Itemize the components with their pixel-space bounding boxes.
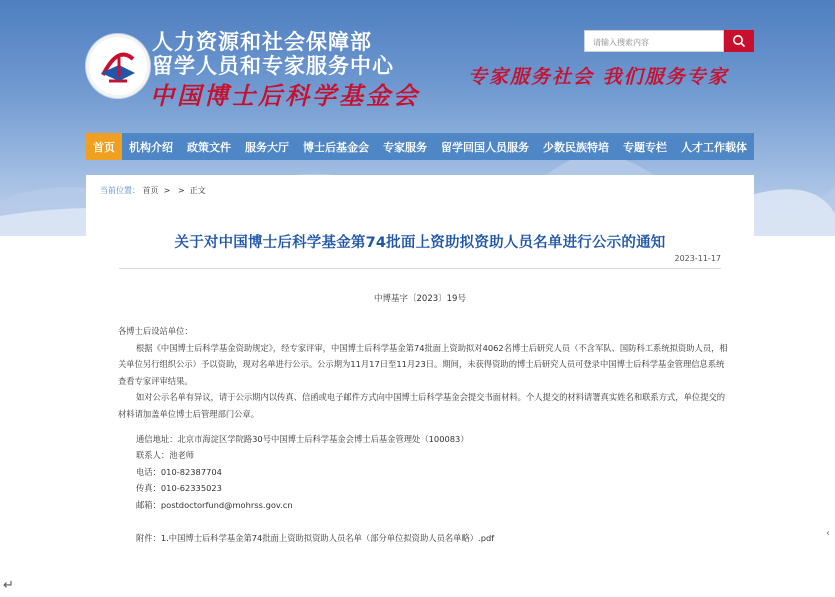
contact-phone: 电话：010-82387704 xyxy=(136,466,222,477)
breadcrumb-label: 当前位置： xyxy=(100,186,140,195)
nav-item-returnee-service[interactable]: 留学回国人员服务 xyxy=(441,140,529,154)
contact-email: 邮箱：postdoctorfund@mohrss.gov.cn xyxy=(136,499,293,510)
nav-item-service-hall[interactable]: 服务大厅 xyxy=(245,140,289,154)
contact-fax: 传真：010-62335023 xyxy=(136,483,222,494)
nav-item-policy[interactable]: 政策文件 xyxy=(187,140,231,154)
article-body xyxy=(118,323,728,546)
paragraph-return-icon: ↵ xyxy=(3,578,14,593)
slogan: 专家服务社会 我们服务专家 xyxy=(468,66,729,88)
paragraph: 根据《中国博士后科学基金资助规定》，经专家评审，中国博士后科学基金第74批面上资助拟对4062名博士后研究人员（不含军队、国防科工系统拟资助人员，相关单位另行组织公示）予以资助，现对名单进行公示。公示期为11月17日至11月23日。期间，未获得资助的博士后研究人员可登录中国博士后科学基金管理信息系统查看专家评审结果。 xyxy=(118,342,728,386)
logo-icon[interactable] xyxy=(86,34,150,98)
document-number: 中博基字〔2023〕19号 xyxy=(374,294,466,304)
org-name-line2: 留学人员和专家服务中心 xyxy=(152,54,394,78)
article-title: 关于对中国博士后科学基金第74批面上资助拟资助人员名单进行公示的通知 xyxy=(174,235,666,251)
nav-item-expert-service[interactable]: 专家服务 xyxy=(383,140,427,154)
foundation-name: 中国博士后科学基金会 xyxy=(150,81,420,110)
search-input[interactable]: 请输入搜索内容 xyxy=(584,30,724,52)
breadcrumb-home[interactable]: 首页 xyxy=(142,186,159,195)
contact-address: 通信地址：北京市海淀区学院路30号中国博士后科学基金会博士后基金管理处（100083） xyxy=(136,433,469,444)
search-icon xyxy=(732,34,746,48)
article-date: 2023-11-17 xyxy=(674,254,721,263)
salutation: 各博士后设站单位： xyxy=(118,326,193,336)
nav-item-minority-training[interactable]: 少数民族特培 xyxy=(543,140,609,154)
attachment-link[interactable]: 附件：1.中国博士后科学基金第74批面上资助拟资助人员名单（部分单位拟资助人员名单略）.pdf xyxy=(136,532,495,543)
nav-item-special-topics[interactable]: 专题专栏 xyxy=(623,140,667,154)
breadcrumb-separator: > xyxy=(177,186,185,195)
breadcrumb-current: 正文 xyxy=(189,186,206,195)
paragraph: 如对公示名单有异议，请于公示期内以传真、信函或电子邮件方式向中国博士后科学基金会提交书面材料。个人提交的材料请署真实姓名和联系方式，单位提交的材料请加盖单位博士后管理部门公章。 xyxy=(118,392,726,419)
breadcrumb-separator: > xyxy=(163,186,171,195)
scroll-left-icon[interactable]: ‹ xyxy=(826,528,830,539)
main-nav xyxy=(86,133,754,160)
nav-item-postdoc-foundation[interactable]: 博士后基金会 xyxy=(303,140,369,154)
nav-item-talent-platform[interactable]: 人才工作载体 xyxy=(681,140,747,154)
search-button[interactable] xyxy=(724,30,754,52)
nav-item-home[interactable]: 首页 xyxy=(86,133,122,160)
nav-item-about[interactable]: 机构介绍 xyxy=(129,140,173,154)
breadcrumb xyxy=(100,185,206,196)
org-name-line1: 人力资源和社会保障部 xyxy=(152,30,372,54)
article-container xyxy=(86,175,754,597)
contact-person: 联系人：池老师 xyxy=(136,450,195,461)
divider xyxy=(119,268,721,269)
